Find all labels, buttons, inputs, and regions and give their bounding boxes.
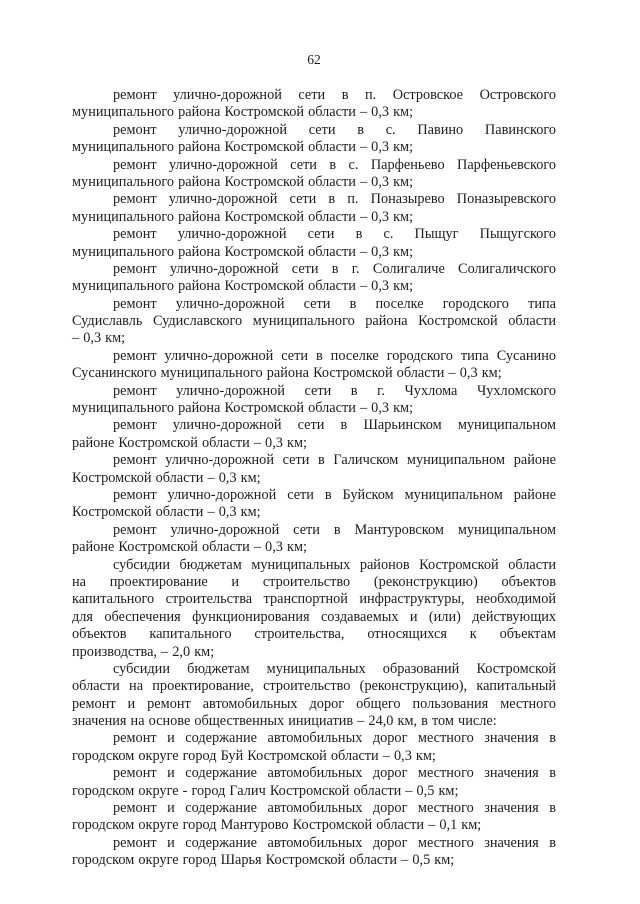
text-line: ремонт и содержание автомобильных дорог местного значения в — [113, 765, 556, 782]
text-line: ремонт улично-дорожной сети в с. Парфеньево Парфеньевского — [113, 156, 556, 173]
paragraph — [72, 661, 556, 731]
text-line: ремонт улично-дорожной сети в п. Поназырево Поназыревского — [113, 191, 556, 208]
text-line: муниципального района Костромской области – 0,3 км; — [72, 104, 414, 121]
paragraph — [72, 417, 556, 452]
paragraph — [72, 522, 556, 557]
text-line: ремонт улично-дорожной сети в г. Чухлома Чухломского — [113, 382, 556, 399]
text-line: ремонт улично-дорожной сети в поселке городского типа Сусанино — [113, 347, 556, 364]
text-line: муниципального района Костромской области – 0,3 км; — [72, 400, 414, 417]
paragraph — [72, 730, 556, 765]
text-line: ремонт улично-дорожной сети в с. Павино Павинского — [113, 121, 556, 138]
text-line: ремонт улично-дорожной сети в п. Островское Островского — [113, 87, 556, 103]
text-line: ремонт улично-дорожной сети в поселке городского типа — [113, 295, 556, 312]
text-line: городском округе город Шарья Костромской области – 0,5 км; — [72, 852, 455, 869]
document-body — [72, 87, 556, 870]
text-line: городском округе город Мантурово Костромской области – 0,1 км; — [72, 817, 482, 834]
text-line: муниципального района Костромской области – 0,3 км; — [72, 243, 414, 260]
paragraph — [72, 122, 556, 157]
text-line: капитального строительства транспортной инфраструктуры, необходимой — [72, 591, 556, 608]
text-line: области на проектирование, строительство (реконструкцию), капитальный — [72, 678, 556, 695]
text-line: для обеспечения функционирования создаваемых и (или) действующих — [72, 608, 556, 625]
text-line: ремонт улично-дорожной сети в Мантуровском муниципальном — [113, 521, 556, 538]
text-line: ремонт улично-дорожной сети в с. Пыщуг Пыщугского — [113, 226, 556, 243]
paragraph — [72, 157, 556, 192]
text-line: городском округе город Буй Костромской области – 0,3 км; — [72, 747, 436, 764]
text-line: ремонт улично-дорожной сети в Буйском муниципальном районе — [113, 486, 556, 503]
text-line: ремонт и содержание автомобильных дорог местного значения в — [113, 730, 556, 747]
text-line: на проектирование и строительство (реконструкцию) объектов — [72, 573, 556, 590]
text-line: ремонт и содержание автомобильных дорог местного значения в — [113, 800, 556, 817]
text-line: ремонт и содержание автомобильных дорог местного значения в — [113, 834, 556, 851]
page-number: 62 — [307, 52, 321, 67]
text-line: субсидии бюджетам муниципальных районов Костромской области — [113, 556, 556, 573]
text-line: – 0,3 км; — [72, 330, 126, 347]
text-line: ремонт улично-дорожной сети в Шарьинском муниципальном — [113, 417, 556, 434]
paragraph — [72, 226, 556, 261]
text-line: районе Костромской области – 0,3 км; — [72, 539, 307, 556]
paragraph — [72, 557, 556, 661]
paragraph — [72, 87, 556, 122]
text-line: муниципального района Костромской области – 0,3 км; — [72, 139, 414, 156]
paragraph — [72, 383, 556, 418]
paragraph — [72, 765, 556, 800]
text-line: значения на основе общественных инициатив – 24,0 км, в том числе: — [72, 713, 497, 730]
paragraph — [72, 261, 556, 296]
paragraph — [72, 487, 556, 522]
paragraph — [72, 191, 556, 226]
text-line: ремонт улично-дорожной сети в Галичском муниципальном районе — [113, 452, 556, 469]
text-line: Судиславль Судиславского муниципального района Костромской области — [72, 313, 556, 330]
paragraph — [72, 348, 556, 383]
text-line: производства, – 2,0 км; — [72, 643, 215, 660]
text-line: ремонт и ремонт автомобильных дорог общего пользования местного — [72, 695, 556, 712]
paragraph — [72, 835, 556, 870]
text-line: Костромской области – 0,3 км; — [72, 504, 261, 521]
text-line: муниципального района Костромской области – 0,3 км; — [72, 278, 414, 295]
text-line: объектов капитального строительства, относящихся к объектам — [72, 626, 556, 643]
text-line: субсидии бюджетам муниципальных образований Костромской — [113, 660, 556, 677]
paragraph — [72, 800, 556, 835]
paragraph — [72, 452, 556, 487]
text-line: Сусанинского муниципального района Костромской области – 0,3 км; — [72, 365, 502, 382]
text-line: муниципального района Костромской области – 0,3 км; — [72, 208, 414, 225]
text-line: муниципального района Костромской области – 0,3 км; — [72, 173, 414, 190]
text-line: районе Костромской области – 0,3 км; — [72, 434, 307, 451]
paragraph — [72, 296, 556, 348]
text-line: ремонт улично-дорожной сети в г. Солигаличе Солигаличского — [113, 260, 556, 277]
text-line: городском округе - город Галич Костромской области – 0,5 км; — [72, 782, 459, 799]
text-line: Костромской области – 0,3 км; — [72, 469, 261, 486]
